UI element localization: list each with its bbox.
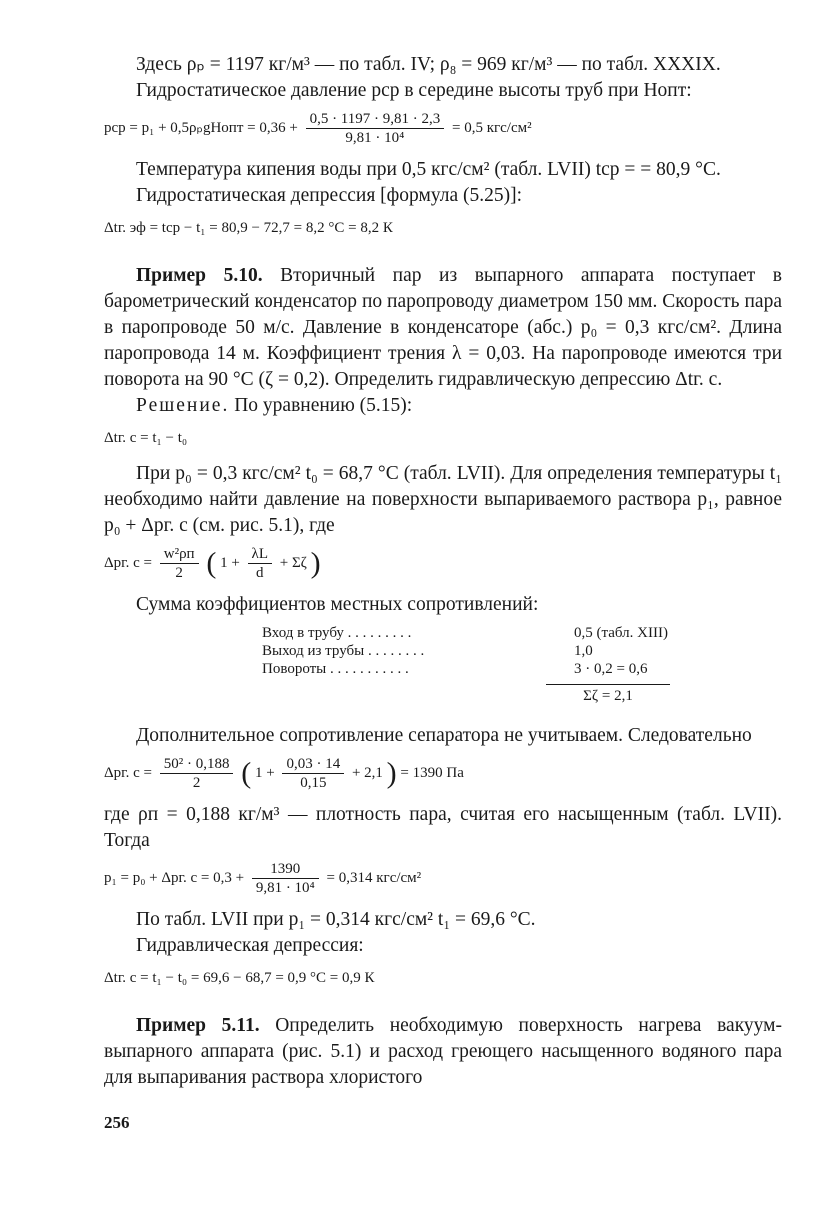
formula-delta-p-value-denominator-2: 0,15 xyxy=(300,775,327,791)
page-body xyxy=(104,52,782,1091)
formula-delta-p-value-result: = 1390 Па xyxy=(400,764,464,781)
formula-delta-p-value-numerator-2: 0,03 · 14 xyxy=(282,755,344,774)
formula-delta-p-fraction-2 xyxy=(248,545,272,582)
table-sum: Σζ = 2,1 xyxy=(546,684,670,705)
example-5-11 xyxy=(104,1013,782,1091)
table-row-label: Выход из трубы . . . . . . . . xyxy=(262,643,425,659)
formula-delta-p-numerator: w²ρп xyxy=(160,545,199,564)
formula-p1 xyxy=(104,860,782,897)
example-5-10 xyxy=(104,263,782,393)
table-row-label: Вход в трубу . . . . . . . . . xyxy=(262,625,412,641)
solution-line xyxy=(104,393,782,419)
formula-pressure-numerator: 0,5 · 1197 · 9,81 · 2,3 xyxy=(306,110,445,129)
table-row-value: 0,5 (табл. XIII) xyxy=(574,625,668,641)
formula-pressure-denominator: 9,81 · 10⁴ xyxy=(345,130,405,146)
formula-delta-p-value-right: + 2,1 xyxy=(351,764,383,781)
solution-text: По уравнению (5.15): xyxy=(229,395,413,416)
formula-delta-p-sum: + Σζ xyxy=(279,554,307,571)
text-line-4: Гидростатическая депрессия [формула (5.25)]: xyxy=(136,185,523,206)
text-line-5: При p₀ = 0,3 кгс/см² t₀ = 68,7 °С (табл. LVII). Для определения температуры t₁ необходимо найти давление на поверхности выпариваемого раствора p₁, равное p₀ + Δpг. с (см. рис. 5.1), где xyxy=(104,463,782,536)
formula-delta-p-value-left: Δpг. с = xyxy=(104,764,152,781)
example-5-10-title: Пример 5.10. xyxy=(136,265,263,286)
formula-p1-numerator: 1390 xyxy=(252,860,319,879)
table-row xyxy=(262,624,782,642)
example-5-11-text: Определить необходимую поверхность нагрева вакуум-выпарного аппарата (рис. 5.1) и расход греющего насыщенного водяного пара для выпаривания раствора хлористого xyxy=(104,1015,782,1088)
text-line-2: Гидростатическое давление pср в середине высоты труб при Hопт: xyxy=(136,80,692,101)
formula-delta-p-value-fraction xyxy=(160,755,234,792)
formula-delta-p-value-numerator: 50² · 0,188 xyxy=(160,755,234,774)
solution-label: Решение. xyxy=(136,395,230,416)
text-line-1: Здесь ρₚ = 1197 кг/м³ — по табл. IV; ρ₈ = 969 кг/м³ — по табл. XXXIX. xyxy=(136,54,721,75)
formula-pressure xyxy=(104,110,782,147)
text-line-7: Дополнительное сопротивление сепаратора не учитываем. Следовательно xyxy=(136,725,752,746)
example-5-11-title: Пример 5.11. xyxy=(136,1015,260,1036)
formula-delta-p-value-denominator: 2 xyxy=(192,775,201,791)
formula-delta-p-numerator-2: λL xyxy=(248,545,272,564)
table-row-value: 3 · 0,2 = 0,6 xyxy=(574,661,648,677)
text-line-3: Температура кипения воды при 0,5 кгс/см² (табл. LVII) tср = = 80,9 °С. xyxy=(136,159,721,180)
formula-pressure-left: pср = p₁ + 0,5ρₚgHопт = 0,36 + xyxy=(104,119,298,136)
example-5-10-text: Вторичный пар из выпарного аппарата поступает в барометрический конденсатор по паропроводу диаметром 150 мм. Скорость пара в паропроводе 50 м/с. Давление в конденсаторе (абс.) p₀ = 0,3 кгс/см². Длина паропровода 14 м. Коэффициент трения λ = 0,03. На паропроводе имеются три поворота на 90 °С (ζ = 0,2). Определить гидравлическую депрессию Δtг. с. xyxy=(104,265,782,390)
formula-delta-p-denominator: 2 xyxy=(175,565,183,581)
table-row xyxy=(262,660,782,678)
formula-pressure-right: = 0,5 кгс/см² xyxy=(452,119,532,136)
formula-delta-p-value xyxy=(104,755,782,792)
formula-p1-right: = 0,314 кгс/см² xyxy=(326,869,422,886)
formula-p1-denominator: 9,81 · 10⁴ xyxy=(255,880,315,896)
text-line-9: По табл. LVII при p₁ = 0,314 кгс/см² t₁ = 69,6 °С. xyxy=(136,909,536,930)
formula-delta-p-value-open-paren: ( xyxy=(241,756,252,790)
formula-delta-t: Δtг. с = t₁ − t₀ xyxy=(104,430,188,446)
text-line-8: где ρп = 0,188 кг/м³ — плотность пара, считая его насыщенным (табл. LVII). Тогда xyxy=(104,804,782,851)
page-number: 256 xyxy=(104,1113,130,1132)
formula-depression: Δtг. эф = tср − t₁ = 80,9 − 72,7 = 8,2 °С = 8,2 К xyxy=(104,220,393,236)
formula-hydraulic-depression: Δtг. с = t₁ − t₀ = 69,6 − 68,7 = 0,9 °С = 0,9 К xyxy=(104,970,375,986)
table-row xyxy=(262,642,782,660)
formula-delta-p-value-close-paren: ) xyxy=(386,756,397,790)
formula-pressure-fraction xyxy=(306,110,445,147)
table-row-label: Повороты . . . . . . . . . . . xyxy=(262,661,409,677)
formula-delta-p-denominator-2: d xyxy=(256,565,264,581)
formula-delta-p-close-paren: ) xyxy=(310,546,321,580)
formula-p1-left: p₁ = p₀ + Δpг. с = 0,3 + xyxy=(104,869,245,886)
formula-delta-p-fraction xyxy=(160,545,199,582)
text-line-6: Сумма коэффициентов местных сопротивлений: xyxy=(136,594,539,615)
resistance-table xyxy=(262,624,782,705)
formula-delta-p-value-mid: 1 + xyxy=(254,764,275,781)
formula-delta-p-open-paren: ( xyxy=(206,546,217,580)
formula-delta-p-left: Δpг. с = xyxy=(104,554,152,571)
table-row-value: 1,0 xyxy=(574,643,593,659)
text-line-10: Гидравлическая депрессия: xyxy=(136,935,364,956)
formula-delta-p-mid: 1 + xyxy=(220,554,240,571)
formula-delta-p xyxy=(104,545,782,582)
formula-delta-p-value-fraction-2 xyxy=(282,755,344,792)
formula-p1-fraction xyxy=(252,860,319,897)
